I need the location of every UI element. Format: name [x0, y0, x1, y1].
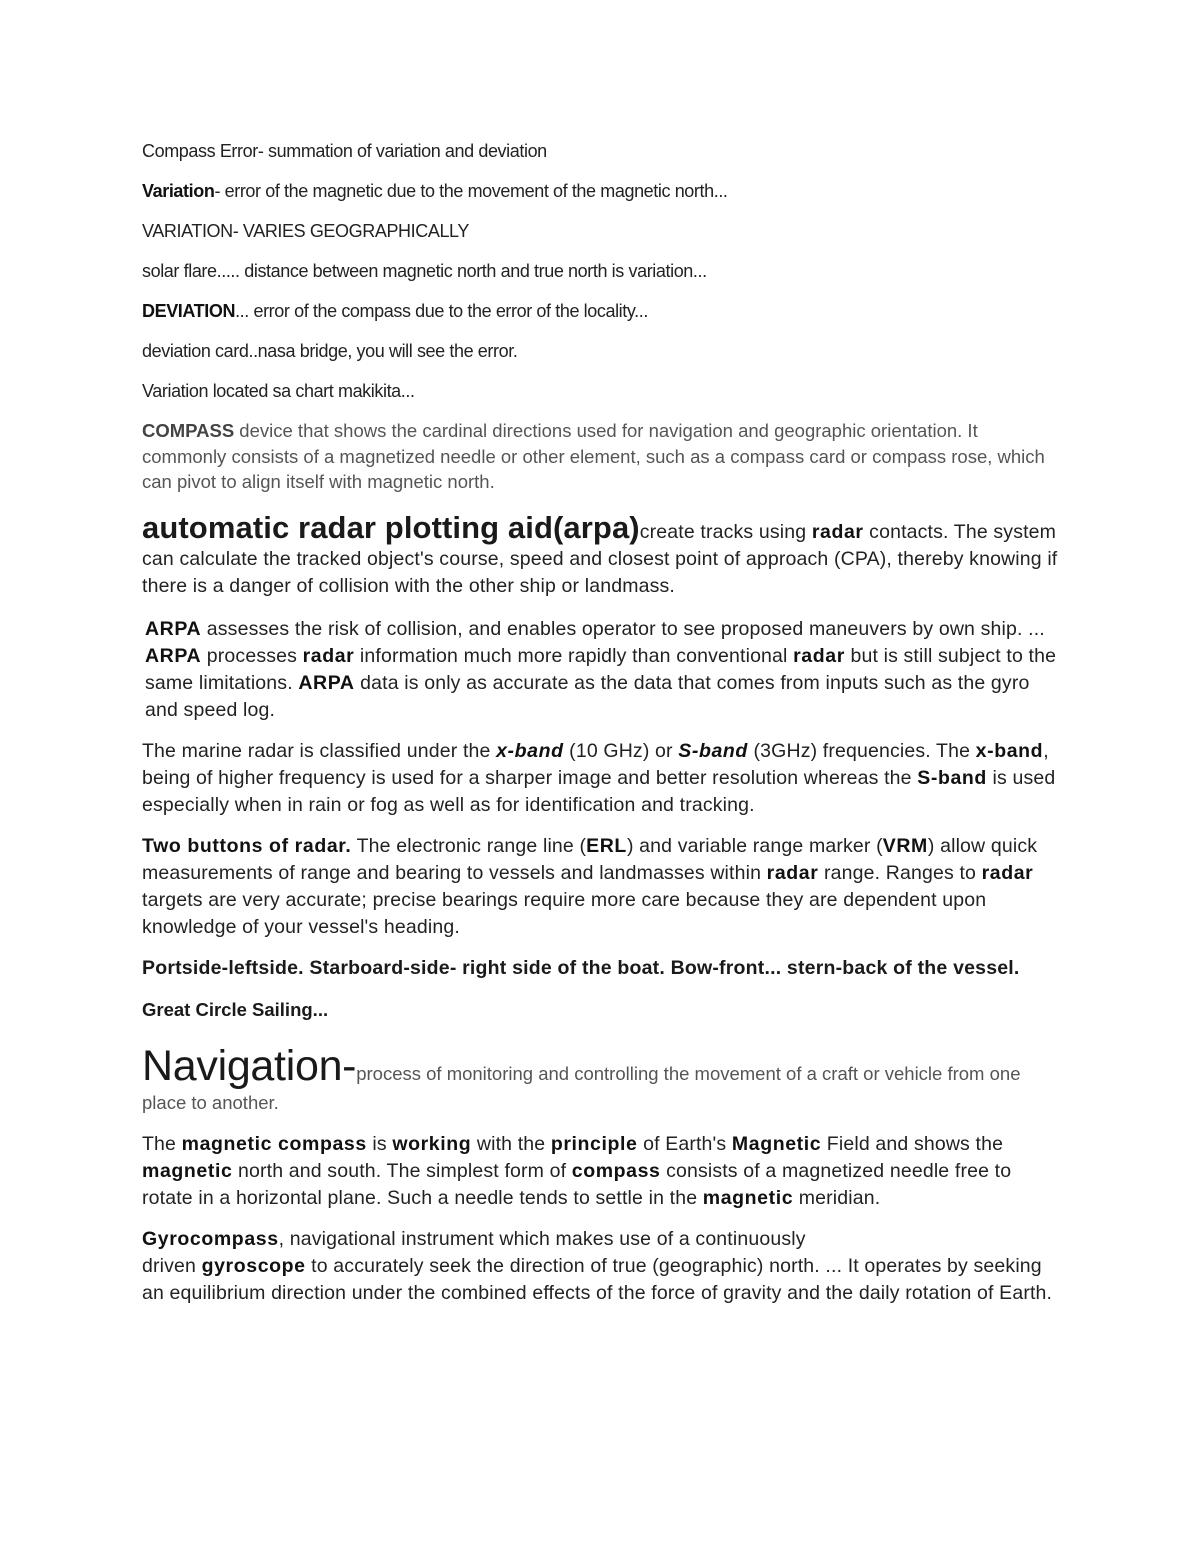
arpa-paragraph: automatic radar plotting aid(arpa)create tracks using radar contacts. The system can calculate the tracked object's course, speed and closest point of approach (CPA), thereby knowing if there is a danger of collision with the other ship or landmass.: [142, 509, 1058, 597]
navigation-heading: Navigation-: [142, 1041, 357, 1090]
solar-flare-line: solar flare..... distance between magnetic north and true north is variation...: [142, 261, 707, 281]
arpa-heading: automatic radar plotting aid(arpa): [142, 509, 640, 545]
compass-text: device that shows the cardinal directions used for navigation and geographic orientation. It commonly consists of a magnetized needle or other element, such as a compass card or compass rose, which can pivot to align itself with magnetic north.: [142, 420, 1045, 492]
arpa-risk-paragraph: ARPA assesses the risk of collision, and enables operator to see proposed maneuvers by own ship. ... ARPA processes radar information much more rapidly than conventional radar but is still subject to the same limitations. ARPA data is only as accurate as the data that comes from inputs such as the gyro and speed log.: [145, 617, 1057, 721]
radar-bands-paragraph: The marine radar is classified under the x-band (10 GHz) or S-band (3GHz) frequencies. The x-band, being of higher frequency is used for a sharper image and better resolution whereas the S-band is used especially when in rain or fog as well as for identification and tracking.: [142, 739, 1056, 816]
compass-term: COMPASS: [142, 420, 235, 441]
gyrocompass-paragraph: Gyrocompass, navigational instrument which makes use of a continuously driven gyroscope to accurately seek the direction of true (geographic) north. ... It operates by seeking an equilibrium direction under the combined effects of the force of gravity and the daily rotation of Earth.: [142, 1227, 1053, 1304]
ship-sides-paragraph: Portside-leftside. Starboard-side- right side of the boat. Bow-front... stern-back of the vessel.: [142, 956, 1020, 979]
magnetic-compass-paragraph: The magnetic compass is working with the principle of Earth's Magnetic Field and shows the magnetic north and south. The simplest form of compass consists of a magnetized needle free to rotate in a horizontal plane. Such a needle tends to settle in the magnetic meridian.: [142, 1132, 1012, 1209]
deviation-line: [142, 298, 1062, 324]
radar-buttons-paragraph: Two buttons of radar. The electronic range line (ERL) and variable range marker (VRM) allow quick measurements of range and bearing to vessels and landmasses within radar range. Ranges to radar targets are very accurate; precise bearings require more care because they are dependent upon knowledge of your vessel's heading.: [142, 834, 1038, 938]
document-page: [142, 138, 1062, 1321]
deviation-definition: ... error of the compass due to the error of the locality...: [235, 301, 648, 321]
variation-term: Variation: [142, 181, 215, 201]
navigation-text: process of monitoring and controlling the movement of a craft or vehicle from one place to another.: [142, 1062, 1021, 1113]
variation-line: [142, 178, 1062, 204]
deviation-card-line: deviation card..nasa bridge, you will see the error.: [142, 341, 518, 361]
compass-error-line: Compass Error- summation of variation and deviation: [142, 141, 547, 161]
variation-geographic-line: VARIATION- VARIES GEOGRAPHICALLY: [142, 221, 469, 241]
variation-definition: - error of the magnetic due to the movement of the magnetic north...: [214, 181, 728, 201]
navigation-definition: [142, 1041, 1062, 1117]
deviation-term: DEVIATION: [142, 301, 236, 321]
compass-definition: [142, 418, 1062, 495]
great-circle-sailing-line: Great Circle Sailing...: [142, 998, 329, 1020]
variation-chart-line: Variation located sa chart makikita...: [142, 381, 415, 401]
